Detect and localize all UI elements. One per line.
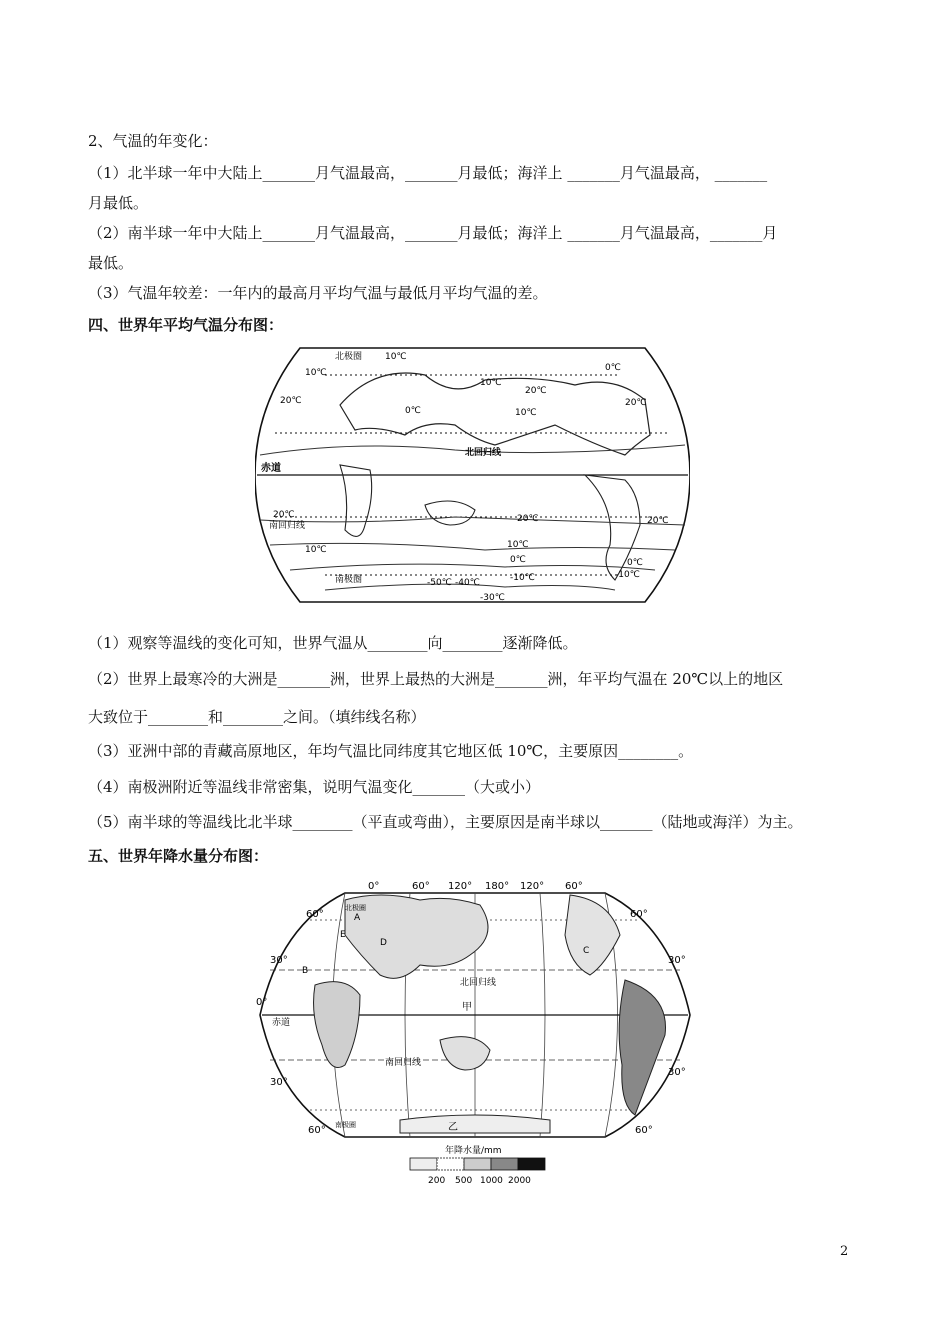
isotherm-label: 20℃ [525, 386, 547, 396]
tropic-of-cancer-label: 北回归线 [465, 448, 502, 458]
legend-swatch [491, 1158, 518, 1170]
temperature-map [255, 345, 690, 605]
antarctic-circle-label: 南极圈 [335, 575, 363, 585]
location-e-label: E [340, 930, 346, 940]
isotherm-label: 10℃ [507, 540, 529, 550]
tropic-of-capricorn-label: 南回归线 [385, 1058, 422, 1068]
question-4-1: （1）观察等温线的变化可知，世界气温从________向________逐渐降低。 [88, 634, 578, 652]
legend-swatch [518, 1158, 545, 1170]
isotherm-label: 0℃ [605, 363, 621, 373]
location-c-label: C [583, 946, 590, 956]
antarctic-circle-label: 南极圈 [335, 1121, 356, 1129]
latitude-label: 60° [306, 909, 324, 920]
longitude-label: 120° [448, 881, 473, 892]
section-5-title: 五、世界年降水量分布图： [88, 847, 269, 865]
arctic-circle-label: 北极圈 [345, 904, 366, 912]
latitude-label: 30° [668, 1067, 686, 1078]
isotherm-label: 10℃ [385, 352, 407, 362]
question-4-2-line1: （2）世界上最寒冷的大洲是_______洲，世界上最热的大洲是_______洲，年平均气温在 20℃以上的地区 [88, 670, 784, 688]
longitude-label: 180° [485, 881, 510, 892]
tropic-of-capricorn-label: 南回归线 [269, 521, 306, 531]
legend-title: 年降水量/mm [445, 1146, 502, 1156]
isotherm-label: 10℃ [480, 378, 502, 388]
longitude-label: 60° [565, 881, 583, 892]
question-2-2-line1: （2）南半球一年中大陆上_______月气温最高，_______月最低；海洋上 _______月气温最高，_______月 [88, 224, 778, 242]
isotherm-label: 20℃ [625, 398, 647, 408]
equator-label: 赤道 [272, 1018, 291, 1028]
question-4-3: （3）亚洲中部的青藏高原地区，年均气温比同纬度其它地区低 10℃，主要原因________。 [88, 742, 694, 760]
location-b-label: B [302, 966, 309, 976]
legend-swatch [437, 1158, 464, 1170]
question-2-3: （3）气温年较差：一年内的最高月平均气温与最低月平均气温的差。 [88, 284, 548, 302]
legend-value: 500 [455, 1176, 473, 1186]
isotherm-label: 20℃ [647, 516, 669, 526]
latitude-label: 0° [256, 997, 268, 1008]
precipitation-map [250, 875, 700, 1195]
section-2-title: 2、气温的年变化： [88, 132, 218, 150]
isotherm-label: -10℃ [615, 570, 640, 580]
isotherm-label: 10℃ [515, 408, 537, 418]
page-number: 2 [840, 1244, 849, 1259]
location-a-label: A [354, 913, 361, 923]
latitude-label: 30° [270, 1077, 288, 1088]
location-yi-label: 乙 [448, 1122, 458, 1133]
isotherm-label: 20℃ [517, 514, 539, 524]
isotherm-label: -50℃ [427, 578, 452, 588]
latitude-label: 60° [635, 1125, 653, 1136]
isotherm-label: -30℃ [480, 593, 505, 603]
legend-swatch [464, 1158, 491, 1170]
latitude-label: 30° [668, 955, 686, 966]
arctic-circle-label: 北极圈 [335, 352, 363, 362]
isotherm-label: -10℃ [510, 573, 535, 583]
question-4-4: （4）南极洲附近等温线非常密集，说明气温变化_______（大或小） [88, 778, 541, 796]
longitude-label: 120° [520, 881, 545, 892]
question-2-1-line2: 月最低。 [88, 194, 149, 212]
legend-swatch [410, 1158, 437, 1170]
isotherm-label: 0℃ [405, 406, 421, 416]
legend-value: 2000 [508, 1176, 531, 1186]
longitude-label: 60° [412, 881, 430, 892]
isotherm-label: 0℃ [627, 558, 643, 568]
isotherm-label: -40℃ [455, 578, 480, 588]
legend-value: 200 [428, 1176, 446, 1186]
question-4-5: （5）南半球的等温线比北半球________（平直或弯曲），主要原因是南半球以_______（陆地或海洋）为主。 [88, 813, 803, 831]
isotherm-label: 0℃ [510, 555, 526, 565]
longitude-label: 0° [368, 881, 380, 892]
question-2-1-line1: （1）北半球一年中大陆上_______月气温最高，_______月最低；海洋上 _______月气温最高， _______ [88, 164, 768, 182]
location-d-label: D [380, 938, 387, 948]
isotherm-label: 10℃ [305, 545, 327, 555]
isotherm-label: 20℃ [280, 396, 302, 406]
tropic-of-cancer-label: 北回归线 [460, 978, 497, 988]
latitude-label: 30° [270, 955, 288, 966]
section-4-title: 四、世界年平均气温分布图： [88, 316, 284, 334]
isotherm-label: 20℃ [273, 510, 295, 520]
equator-label: 赤道 [261, 463, 281, 474]
latitude-label: 60° [630, 909, 648, 920]
isotherm-label: 10℃ [305, 368, 327, 378]
latitude-label: 60° [308, 1125, 326, 1136]
question-2-2-line2: 最低。 [88, 254, 134, 272]
location-jia-label: 甲 [462, 1002, 472, 1013]
legend-value: 1000 [480, 1176, 503, 1186]
question-4-2-line2: 大致位于________和________之间。（填纬线名称） [88, 708, 426, 726]
